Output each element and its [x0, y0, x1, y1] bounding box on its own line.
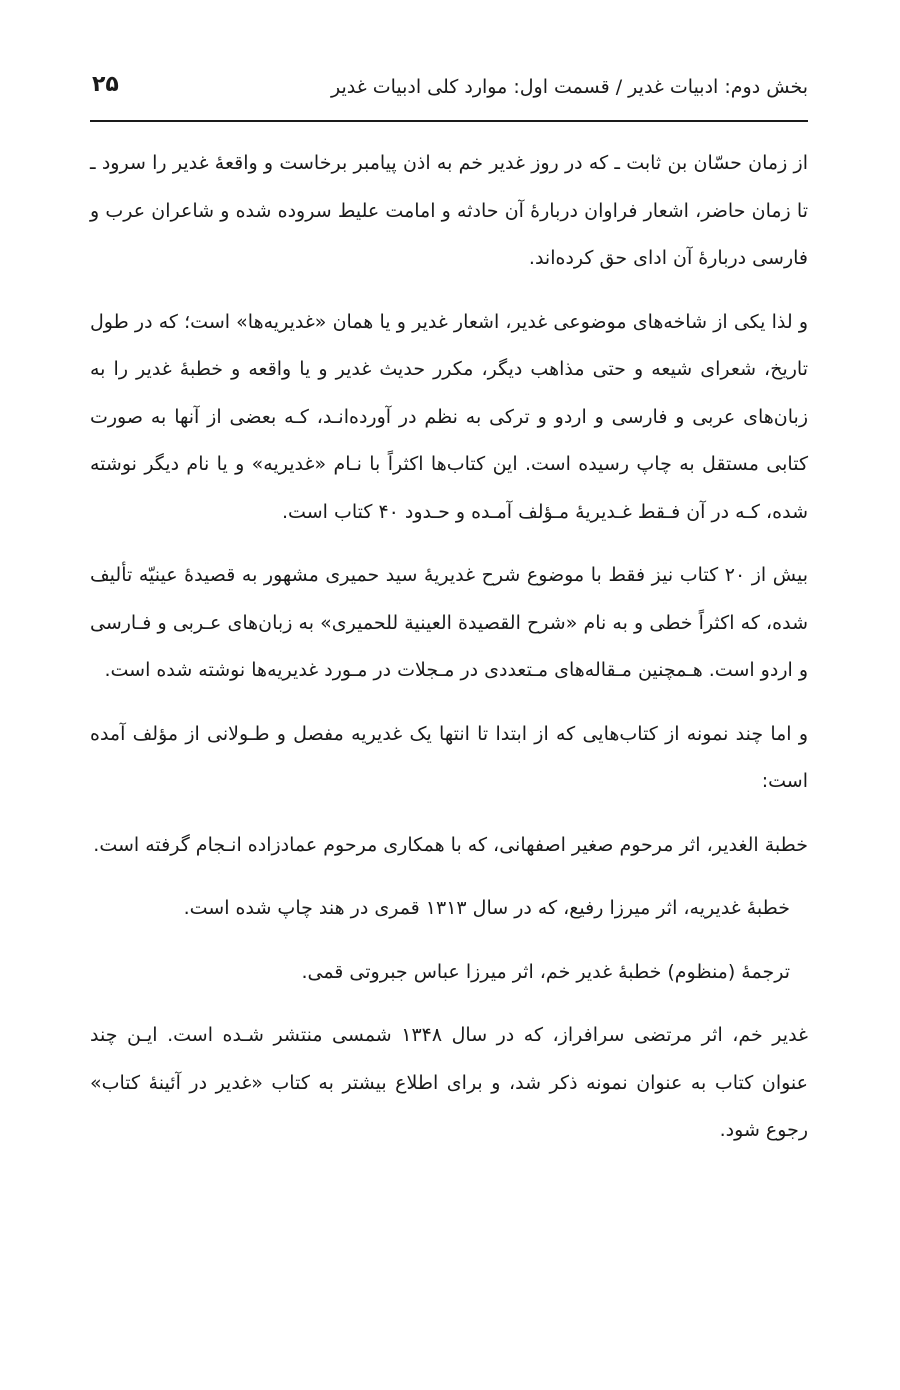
paragraph: بیش از ۲۰ کتاب نیز فقط با موضوع شرح غدیریهٔ سید حمیری مشهور به قصیدهٔ عینیّه تألیف شده، که اکثراً خطی و به نام «شرح القصیدة العینیة للحمیری» به زبان‌های عـربی و فـارسی و اردو است. هـمچنین مـقاله‌های مـتعددی در مـجلات در مـورد غدیریه‌ها نوشته شده است.	[90, 564, 808, 681]
paragraph: و اما چند نمونه از کتاب‌هایی که از ابتدا تا انتها یک غدیریه مفصل و طـولانی از مؤلف آمده است:	[90, 722, 808, 792]
paragraph: از زمان حسّان بن ثابت ـ که در روز غدیر خم به اذن پیامبر برخاست و واقعهٔ غدیر را سرود ـ تا زمان حاضر، اشعار فراوان دربارهٔ آن حادثه و امامت علیط سروده شده و شاعران عرب و فارسی دربارهٔ آن ادای حق کرده‌اند.	[90, 152, 808, 269]
book-list-item: خطبهٔ غدیریه، اثر میرزا رفیع، که در سال ۱۳۱۳ قمری در هند چاپ شده است.	[183, 897, 790, 919]
book-list-item: خطبة الغدیر، اثر مرحوم صغیر اصفهانی، که با همکاری مرحوم عمادزاده انـجام گرفته است.	[93, 833, 808, 856]
body-text	[90, 140, 808, 1171]
paragraph: و لذا یکی از شاخه‌های موضوعی غدیر، اشعار غدیر و یا همان «غدیریه‌ها» است؛ که در طول تاریخ، شعرای شیعه و حتی مذاهب دیگر، مکرر حدیث غدیر و یا واقعه و خطبهٔ غدیر را به زبان‌های عربی و فارسی و اردو و ترکی به نظم در آورده‌انـد، کـه بعضی از آنها به صورت کتابی مستقل به چاپ رسیده است. این کتاب‌ها اکثراً با نـام «غدیریه» و یا نام دیگر نوشته شده، کـه در آن فـقط غـدیریهٔ مـؤلف آمـده و حـدود ۴۰ کتاب است.	[90, 310, 808, 523]
running-header	[90, 70, 808, 122]
header-title: بخش دوم: ادبیات غدیر / قسمت اول: موارد کلی ادبیات غدیر	[330, 76, 808, 98]
page-number: ۲۵	[92, 72, 119, 97]
book-list-item: غدیر خم، اثر مرتضی سرافراز، که در سال ۱۳۴۸ شمسی منتشر شـده است. ایـن چند عنوان کتاب به عنوان نمونه ذکر شد، و برای اطلاع بیشتر به کتاب «غدیر در آئینهٔ کتاب» رجوع شود.	[90, 1024, 808, 1141]
book-list-item: ترجمهٔ (منظوم) خطبهٔ غدیر خم، اثر میرزا عباس جبروتی قمی.	[301, 960, 790, 983]
